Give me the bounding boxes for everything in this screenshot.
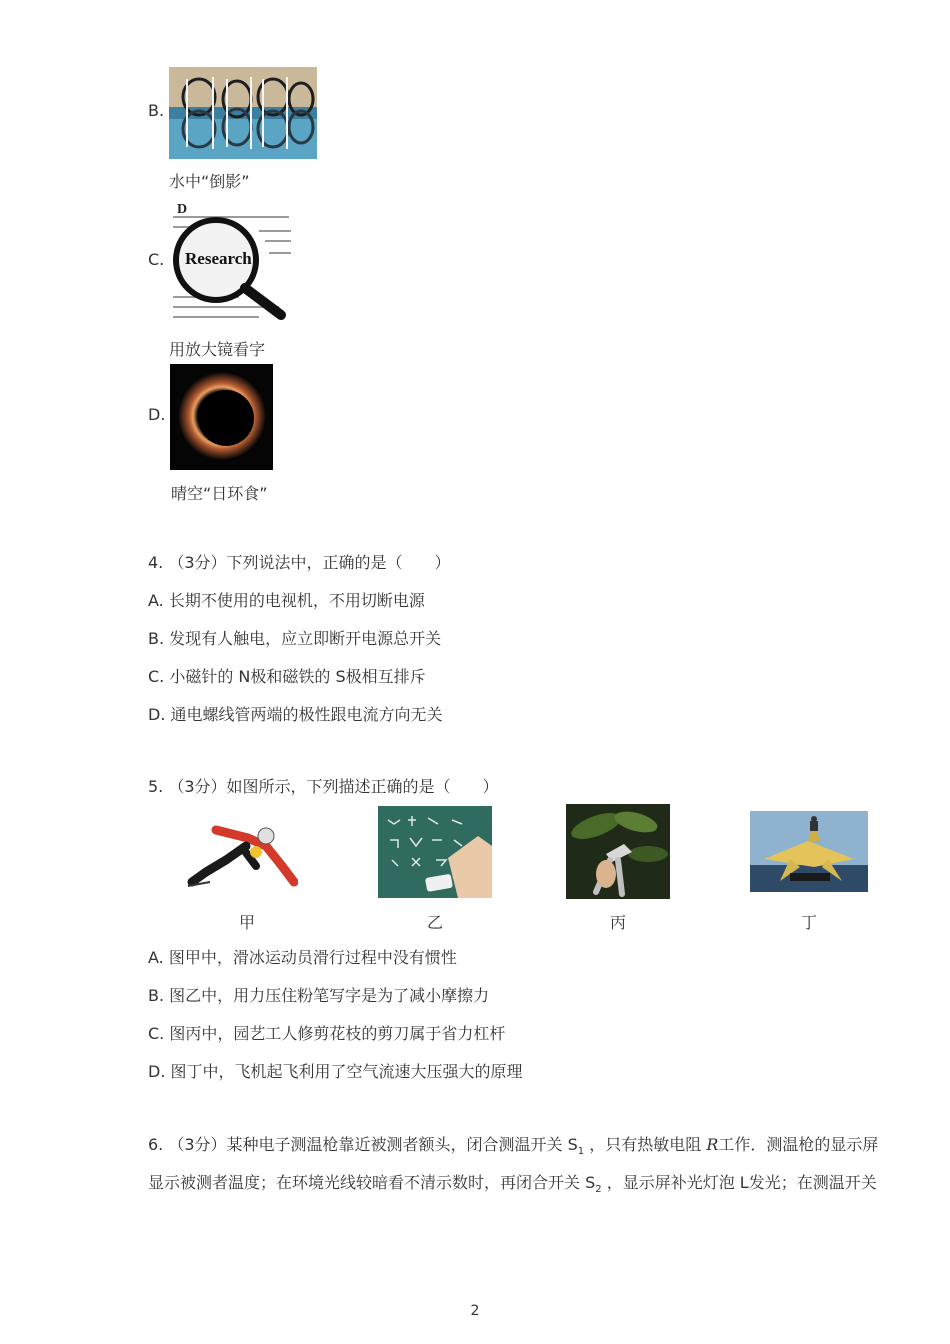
option-c-caption: 用放大镜看字 <box>169 340 266 359</box>
figure-label-bing: 丙 <box>609 913 626 932</box>
magnifier-image <box>169 197 293 324</box>
q4-option-b: B. 发现有人触电，应立即断开电源总开关 <box>148 629 442 648</box>
q5-option-b: B. 图乙中，用力压住粉笔写字是为了减小摩擦力 <box>148 986 490 1005</box>
page-number: 2 <box>470 1303 480 1319</box>
option-b-letter: B. <box>148 101 165 120</box>
figure-label-yi: 乙 <box>426 913 443 932</box>
annular-eclipse-image <box>170 364 273 470</box>
q5-option-d: D. 图丁中，飞机起飞利用了空气流速大压强大的原理 <box>148 1062 523 1081</box>
question-5-stem: 5. （3分）如图所示，下列描述正确的是（ ） <box>148 777 499 796</box>
chalkboard-image <box>378 806 492 898</box>
fighter-jet-image <box>750 811 868 892</box>
skater-image <box>186 816 298 892</box>
q5-option-a: A. 图甲中，滑冰运动员滑行过程中没有惯性 <box>148 948 457 967</box>
q5-option-c: C. 图丙中，园艺工人修剪花枝的剪刀属于省力杠杆 <box>148 1024 506 1043</box>
question-4-stem: 4. （3分）下列说法中，正确的是（ ） <box>148 553 451 572</box>
option-d-caption: 晴空“日环食” <box>171 484 268 503</box>
q4-option-d: D. 通电螺线管两端的极性跟电流方向无关 <box>148 705 443 724</box>
q4-option-a: A. 长期不使用的电视机，不用切断电源 <box>148 591 425 610</box>
zebra-reflection-image <box>169 67 317 159</box>
option-d-letter: D. <box>148 405 166 424</box>
magnifier-word: Research <box>185 249 252 268</box>
option-c-letter: C. <box>148 250 165 269</box>
option-b-caption: 水中“倒影” <box>169 172 250 191</box>
figure-label-ding: 丁 <box>800 913 817 932</box>
svg-text:D: D <box>177 202 188 217</box>
q4-option-c: C. 小磁针的 N极和磁铁的 S极相互排斥 <box>148 667 426 686</box>
question-6-line-1: 6. （3分）某种电子测温枪靠近被测者额头，闭合测温开关 $S_1$ ，只有热敏电阻 R工作．测温枪的显示屏 <box>148 1135 879 1158</box>
question-6-line-2: 显示被测者温度；在环境光线较暗看不清示数时，再闭合开关 $S_2$ ，显示屏补光灯泡 L发光；在测温开关 <box>148 1173 877 1196</box>
figure-label-jia: 甲 <box>238 913 255 932</box>
pruning-shears-image <box>566 804 670 899</box>
